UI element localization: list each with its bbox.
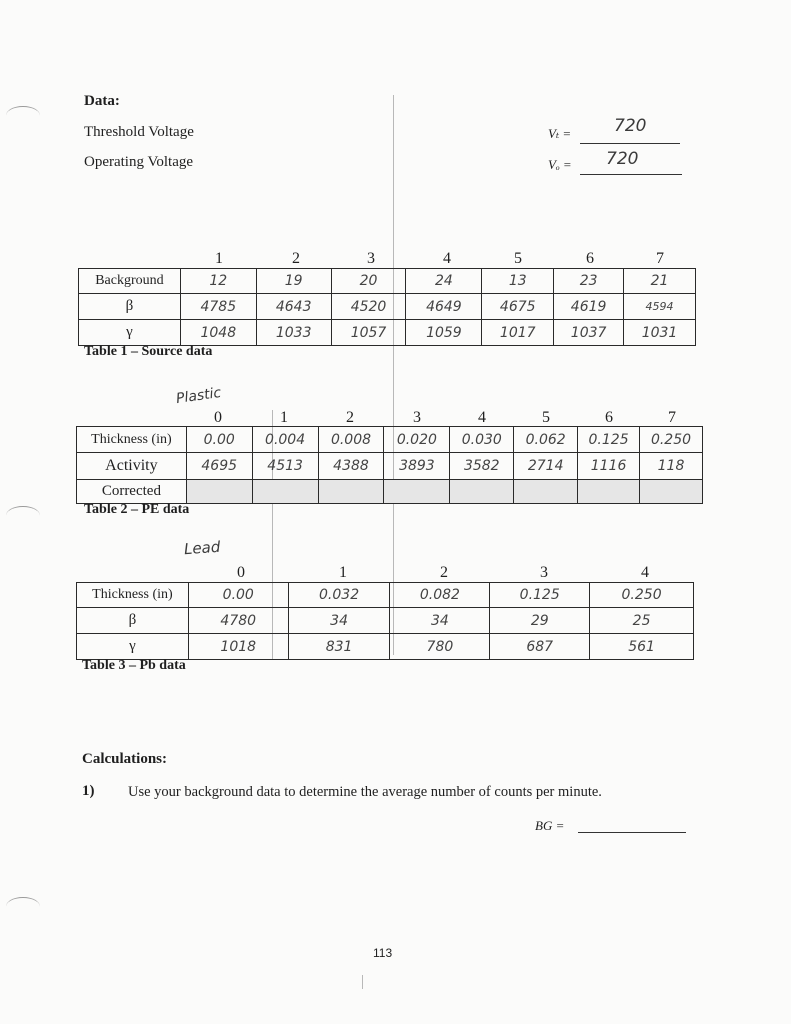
table-cell: 3582 bbox=[450, 453, 514, 480]
table-cell: 29 bbox=[490, 608, 590, 634]
vo-underline bbox=[580, 174, 682, 175]
table-cell bbox=[252, 480, 318, 504]
table-row bbox=[77, 608, 694, 634]
table-cell: 0.032 bbox=[288, 583, 390, 608]
table-cell: 25 bbox=[590, 608, 694, 634]
table-cell: 4780 bbox=[188, 608, 288, 634]
table-cell: 831 bbox=[288, 634, 390, 660]
punch-hole-mark bbox=[6, 506, 40, 525]
table-cell: 23 bbox=[554, 269, 624, 294]
row-label: β bbox=[77, 608, 189, 634]
table1-source-data bbox=[78, 268, 696, 346]
row-label: Corrected bbox=[77, 480, 187, 504]
table2-col-number: 7 bbox=[668, 409, 676, 426]
table2-pe-data bbox=[76, 426, 703, 504]
data-heading: Data: bbox=[84, 93, 120, 109]
bg-label: BG = bbox=[535, 818, 565, 833]
table-cell: 1033 bbox=[256, 320, 331, 346]
table1-caption: Table 1 – Source data bbox=[84, 344, 213, 359]
row-label: Activity bbox=[77, 453, 187, 480]
table1-col-number: 6 bbox=[586, 250, 594, 267]
operating-voltage-label: Operating Voltage bbox=[84, 154, 194, 170]
vo-label: Vₒ = bbox=[548, 157, 572, 172]
item-text: Use your background data to determine the average number of counts per minute. bbox=[128, 784, 602, 800]
table-cell: 1037 bbox=[554, 320, 624, 346]
table-row bbox=[77, 427, 703, 453]
calculations-heading: Calculations: bbox=[82, 751, 168, 767]
row-label: Thickness (in) bbox=[77, 427, 187, 453]
table-cell bbox=[578, 480, 640, 504]
table-cell: 0.00 bbox=[188, 583, 288, 608]
table-cell bbox=[514, 480, 578, 504]
row-label: Background bbox=[79, 269, 181, 294]
table-cell: 1048 bbox=[180, 320, 256, 346]
table-cell: 4643 bbox=[256, 294, 331, 320]
table-cell: 4619 bbox=[554, 294, 624, 320]
table-row bbox=[79, 320, 696, 346]
table2-caption: Table 2 – PE data bbox=[84, 502, 190, 517]
table3-col-number: 1 bbox=[339, 564, 347, 581]
table2-annotation: Plastic bbox=[175, 384, 223, 408]
table1-col-number: 5 bbox=[514, 250, 522, 267]
punch-hole-mark bbox=[6, 106, 40, 125]
table-cell: 1057 bbox=[331, 320, 406, 346]
table-cell bbox=[640, 480, 703, 504]
table3-pb-data bbox=[76, 582, 694, 660]
table-cell: 13 bbox=[482, 269, 554, 294]
table-cell: 4785 bbox=[180, 294, 256, 320]
table1-col-number: 7 bbox=[656, 250, 664, 267]
table-cell: 4695 bbox=[186, 453, 252, 480]
table-cell: 4388 bbox=[318, 453, 384, 480]
threshold-voltage-label: Threshold Voltage bbox=[84, 124, 194, 140]
table-cell: 4675 bbox=[482, 294, 554, 320]
scan-fold-line bbox=[393, 95, 394, 655]
table-row bbox=[79, 294, 696, 320]
table2-col-number: 5 bbox=[542, 409, 550, 426]
row-label: γ bbox=[77, 634, 189, 660]
row-label: Thickness (in) bbox=[77, 583, 189, 608]
table-cell: 24 bbox=[406, 269, 482, 294]
table-cell: 12 bbox=[180, 269, 256, 294]
table-cell: 0.004 bbox=[252, 427, 318, 453]
punch-hole-mark bbox=[6, 897, 40, 916]
page-number: 113 bbox=[373, 946, 393, 960]
table-cell bbox=[186, 480, 252, 504]
vo-value: 720 bbox=[606, 149, 639, 169]
table3-col-number: 4 bbox=[641, 564, 649, 581]
table-cell: 0.082 bbox=[390, 583, 490, 608]
table2-col-number: 0 bbox=[214, 409, 222, 426]
table2-col-number: 1 bbox=[280, 409, 288, 426]
table-cell: 21 bbox=[624, 269, 696, 294]
table2-col-number: 3 bbox=[413, 409, 421, 426]
scan-fold-line bbox=[362, 975, 363, 989]
table2-col-number: 4 bbox=[478, 409, 486, 426]
table1-col-number: 4 bbox=[443, 250, 451, 267]
bg-answer-line bbox=[578, 832, 686, 833]
table-cell: 0.250 bbox=[590, 583, 694, 608]
table3-col-number: 3 bbox=[540, 564, 548, 581]
table-cell: 0.250 bbox=[640, 427, 703, 453]
table-cell: 3893 bbox=[384, 453, 450, 480]
table-cell: 4649 bbox=[406, 294, 482, 320]
vt-underline bbox=[580, 143, 680, 144]
table1-col-number: 3 bbox=[367, 250, 375, 267]
table-cell: 20 bbox=[331, 269, 406, 294]
row-label: β bbox=[79, 294, 181, 320]
table3-caption: Table 3 – Pb data bbox=[82, 658, 186, 673]
table-cell: 0.125 bbox=[578, 427, 640, 453]
table-cell: 0.008 bbox=[318, 427, 384, 453]
table-cell: 4520 bbox=[331, 294, 406, 320]
table-cell: 561 bbox=[590, 634, 694, 660]
table-row bbox=[77, 583, 694, 608]
table-cell: 780 bbox=[390, 634, 490, 660]
table1-col-number: 2 bbox=[292, 250, 300, 267]
table-cell: 0.020 bbox=[384, 427, 450, 453]
vt-value: 720 bbox=[614, 116, 647, 136]
table-cell: 1017 bbox=[482, 320, 554, 346]
table-cell: 0.125 bbox=[490, 583, 590, 608]
table-cell: 4513 bbox=[252, 453, 318, 480]
table-cell: 1018 bbox=[188, 634, 288, 660]
table-cell: 1031 bbox=[624, 320, 696, 346]
table-cell: 0.062 bbox=[514, 427, 578, 453]
table-cell bbox=[384, 480, 450, 504]
table-cell bbox=[450, 480, 514, 504]
table-cell: 34 bbox=[288, 608, 390, 634]
table-cell: 687 bbox=[490, 634, 590, 660]
table-row bbox=[77, 453, 703, 480]
row-label: γ bbox=[79, 320, 181, 346]
table3-col-number: 2 bbox=[440, 564, 448, 581]
vt-label: Vₜ = bbox=[548, 126, 572, 141]
table-cell: 2714 bbox=[514, 453, 578, 480]
table-row bbox=[77, 634, 694, 660]
table-cell: 1116 bbox=[578, 453, 640, 480]
table3-annotation: Lead bbox=[183, 537, 221, 559]
table-cell: 4594 bbox=[624, 294, 696, 320]
table2-col-number: 6 bbox=[605, 409, 613, 426]
table1-col-number: 1 bbox=[215, 250, 223, 267]
table-cell: 19 bbox=[256, 269, 331, 294]
table-cell bbox=[318, 480, 384, 504]
table-cell: 0.00 bbox=[186, 427, 252, 453]
table-cell: 118 bbox=[640, 453, 703, 480]
table3-col-number: 0 bbox=[237, 564, 245, 581]
table-row bbox=[79, 269, 696, 294]
table-cell: 0.030 bbox=[450, 427, 514, 453]
table2-col-number: 2 bbox=[346, 409, 354, 426]
table-row bbox=[77, 480, 703, 504]
item-number: 1) bbox=[82, 783, 95, 799]
table-cell: 34 bbox=[390, 608, 490, 634]
table-cell: 1059 bbox=[406, 320, 482, 346]
